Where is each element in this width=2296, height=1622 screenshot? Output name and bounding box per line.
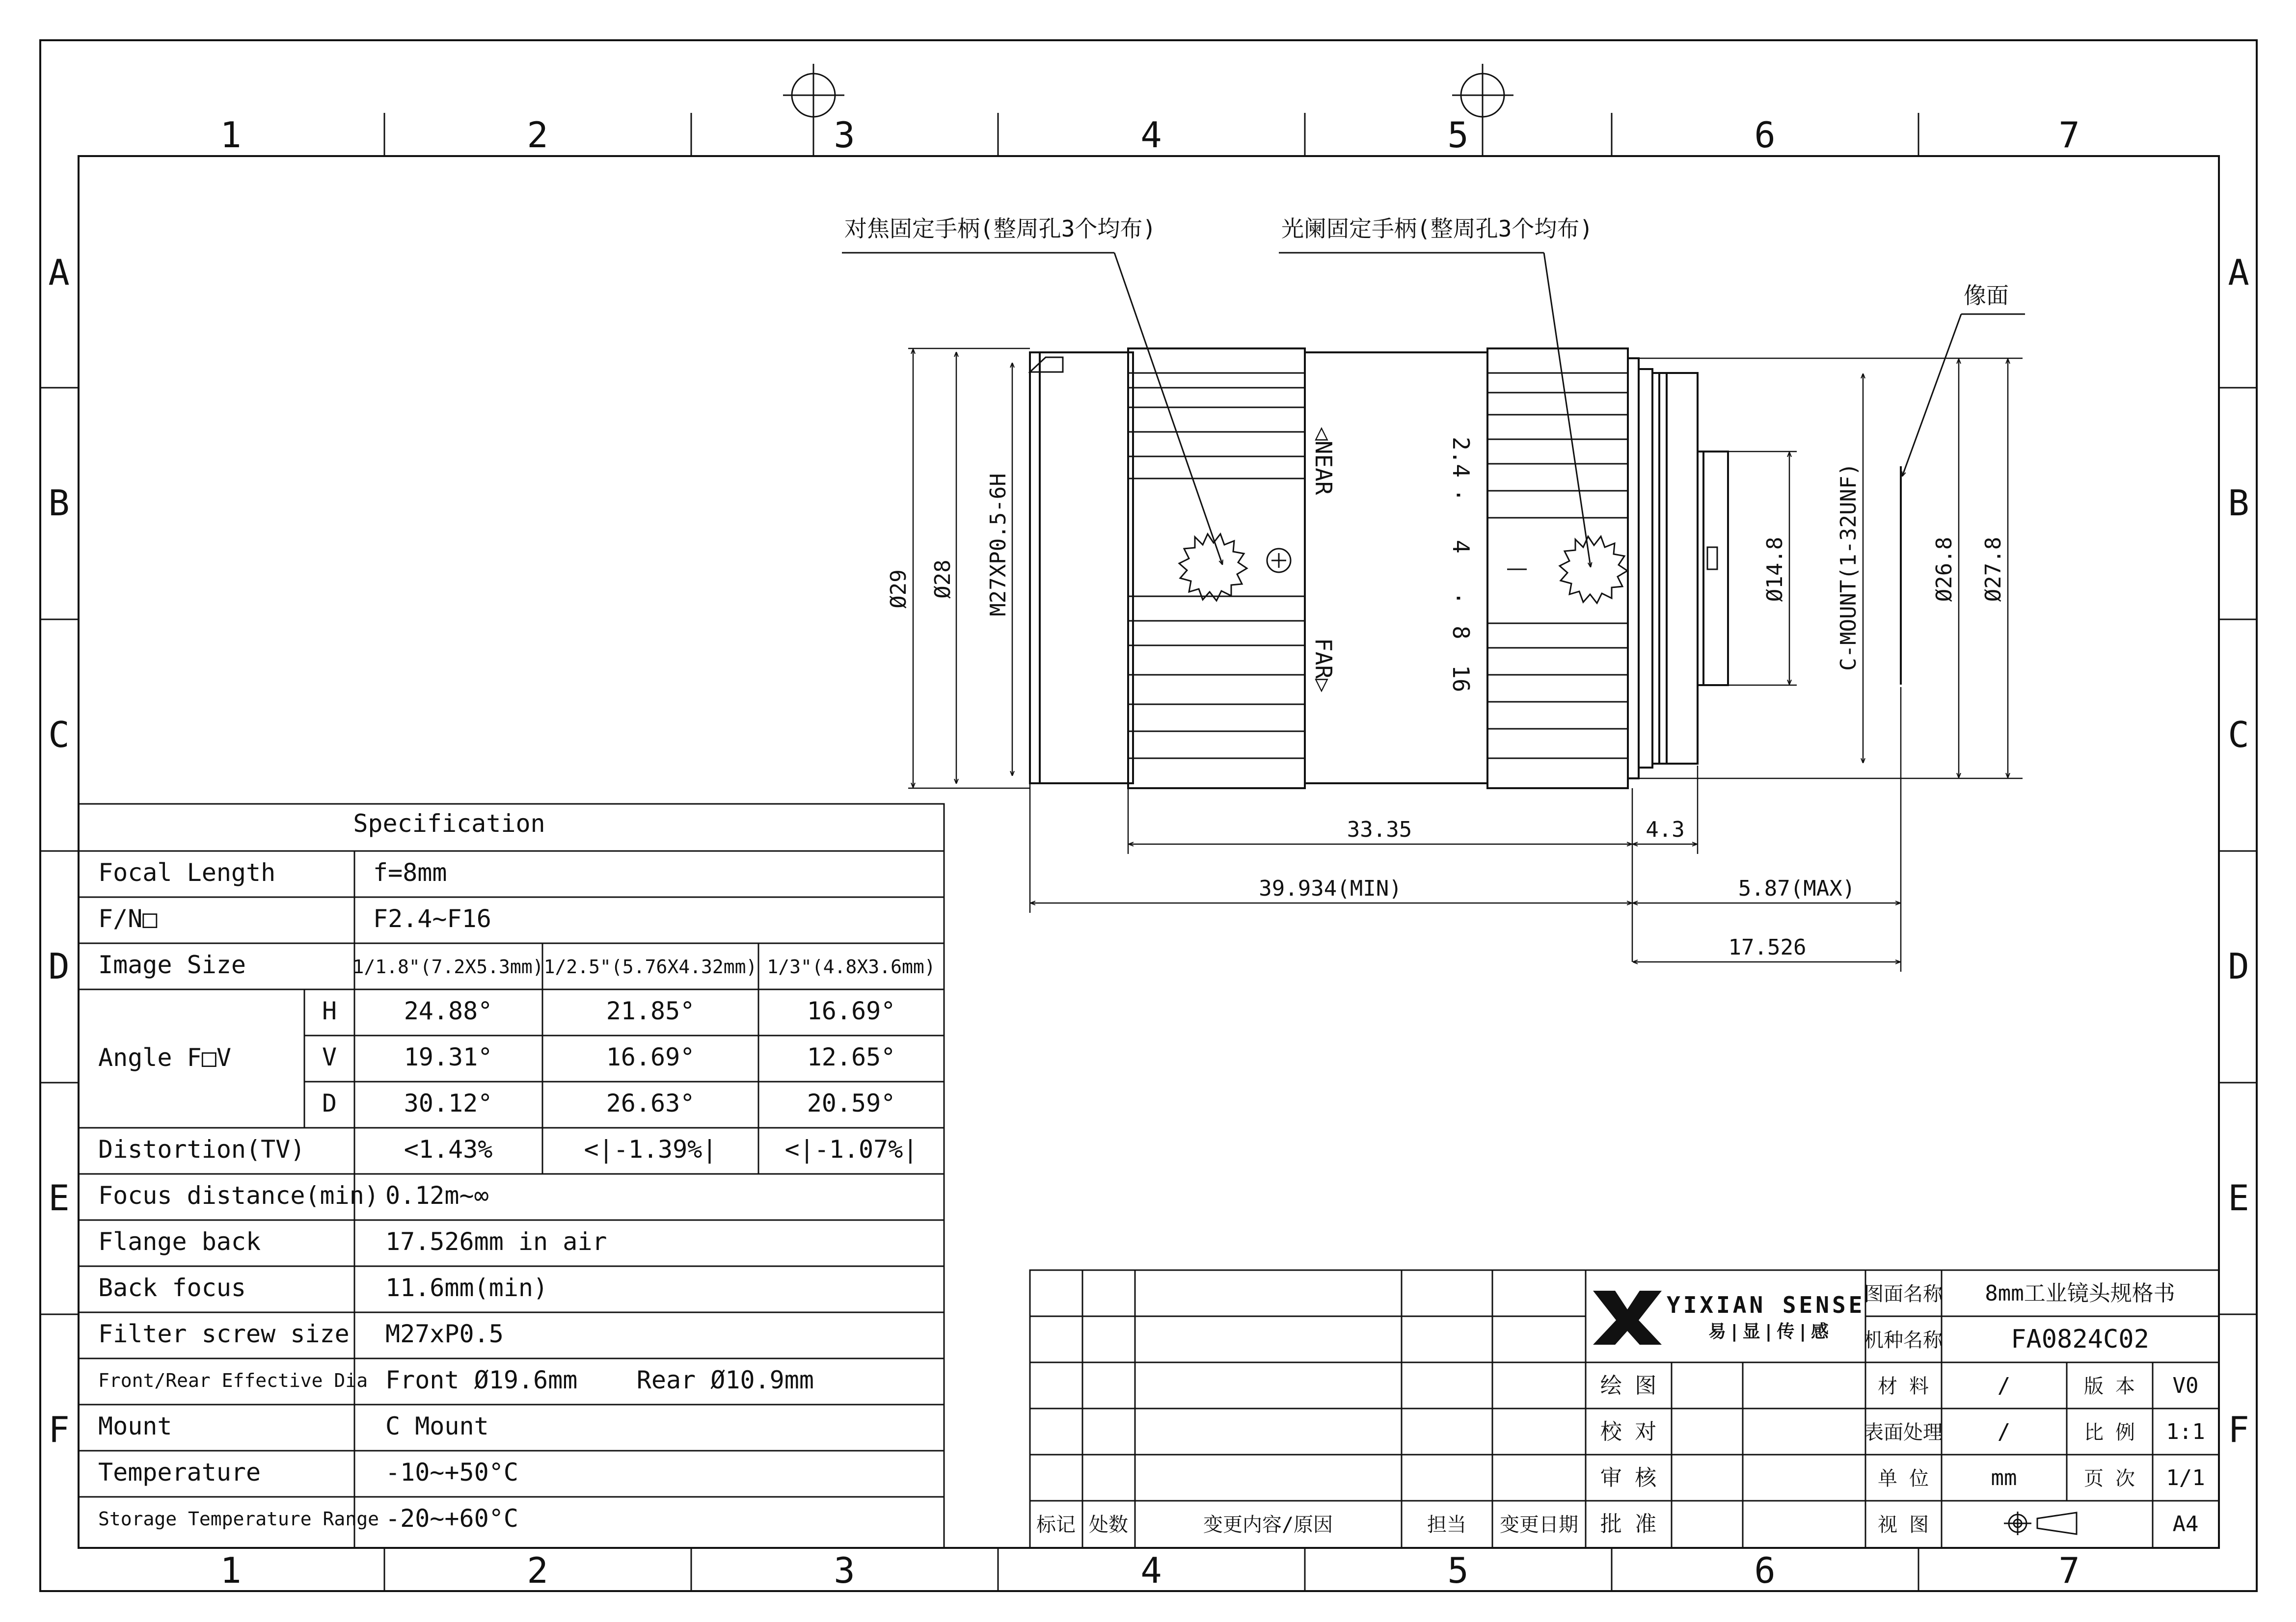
zone-row-e: E [48, 1177, 70, 1219]
far-label: FAR▷ [1310, 638, 1337, 692]
aperture-mark-8: 8 [1448, 626, 1474, 639]
dim-5-87: 5.87(MAX) [1738, 876, 1856, 901]
spec-image-size-label: Image Size [98, 951, 246, 979]
brand-name: YIXIAN SENSE [1667, 1292, 1865, 1318]
material-value: / [1997, 1373, 2011, 1398]
zone-row-c: C [48, 714, 70, 755]
spec-distortion-col2: <|-1.39%| [584, 1135, 717, 1164]
version-value: V0 [2172, 1373, 2199, 1398]
spec-image-size-col2: 1/2.5"(5.76X4.32mm) [543, 956, 757, 978]
zone-col-2-bottom: 2 [527, 1550, 548, 1591]
zone-col-1-bottom: 1 [220, 1550, 242, 1591]
surface-label: 表面处理 [1864, 1421, 1943, 1444]
spec-effective-dia-value: Front Ø19.6mm Rear Ø10.9mm [385, 1366, 814, 1394]
spec-back-focus-label: Back focus [98, 1274, 246, 1302]
material-label: 材 料 [1877, 1375, 1929, 1398]
dim-d26-8: Ø26.8 [1932, 536, 1957, 602]
spec-fov-h-col1: 24.88° [404, 997, 493, 1025]
spec-mount-value: C Mount [385, 1412, 489, 1440]
aperture-scale [1445, 437, 1474, 692]
zone-col-1: 1 [220, 114, 242, 156]
spec-table-grid [79, 804, 944, 1548]
spec-fov-d-axis: D [322, 1089, 337, 1117]
zone-col-7-bottom: 7 [2058, 1550, 2080, 1591]
scale-value: 1:1 [2166, 1419, 2205, 1444]
rev-header-date: 变更日期 [1500, 1514, 1578, 1536]
brand-name-cn: 易|显|传|感 [1708, 1322, 1832, 1342]
zone-row-c-right: C [2228, 714, 2249, 755]
role-checked: 校 对 [1600, 1419, 1657, 1444]
aperture-mark-16: 16 [1448, 665, 1474, 692]
zone-dividers [40, 113, 2257, 1591]
page-value: 1/1 [2166, 1465, 2205, 1490]
page-label: 页 次 [2083, 1467, 2135, 1490]
zone-col-7: 7 [2058, 114, 2080, 156]
spec-focal-length-label: Focal Length [98, 858, 276, 887]
zone-row-a-right: A [2228, 252, 2249, 293]
aperture-mark-4: 4 [1448, 540, 1474, 554]
model-label: 机种名称 [1864, 1329, 1943, 1352]
spec-fov-d-col2: 26.63° [606, 1089, 695, 1117]
near-label: ◁NEAR [1310, 427, 1337, 495]
spec-filter-screw-label: Filter screw size [98, 1320, 350, 1348]
focus-handle-callout: 对焦固定手柄(整周孔3个均布) [844, 215, 1157, 242]
rev-header-content: 变更内容/原因 [1203, 1514, 1333, 1536]
spec-fov-v-axis: V [322, 1043, 337, 1071]
spec-storage-temp-label: Storage Temperature Range [98, 1508, 379, 1530]
dim-33-35: 33.35 [1347, 817, 1412, 842]
spec-fov-v-col3: 12.65° [807, 1043, 896, 1071]
spec-distortion-col1: <1.43% [404, 1135, 493, 1164]
zone-row-f-right: F [2228, 1409, 2249, 1450]
aperture-dot-2: · [1445, 591, 1472, 605]
zone-col-6-bottom: 6 [1754, 1550, 1776, 1591]
spec-distortion-col3: <|-1.07%| [784, 1135, 918, 1164]
dim-17-526: 17.526 [1728, 935, 1807, 960]
dim-39-934: 39.934(MIN) [1259, 876, 1402, 901]
iris-ring-knurl [1487, 373, 1628, 758]
zone-col-3: 3 [834, 114, 855, 156]
version-label: 版 本 [2083, 1375, 2135, 1398]
spec-fov-h-col2: 21.85° [606, 997, 695, 1025]
spec-image-size-col1: 1/1.8"(7.2X5.3mm) [352, 956, 544, 978]
spec-fov-v-col1: 19.31° [404, 1043, 493, 1071]
iris-lock-screw [1560, 536, 1627, 603]
spec-back-focus-value: 11.6mm(min) [385, 1274, 548, 1302]
projection-symbol-icon [2004, 1512, 2077, 1535]
zone-row-f: F [48, 1409, 70, 1450]
dim-d14-8: Ø14.8 [1762, 536, 1787, 602]
focus-index-screw [1267, 549, 1291, 572]
rev-header-owner: 担当 [1427, 1514, 1466, 1536]
drawing-name-label: 图面名称 [1864, 1283, 1943, 1305]
view-label: 视 图 [1877, 1514, 1929, 1536]
role-approved: 批 准 [1600, 1512, 1657, 1537]
zone-col-2: 2 [527, 114, 548, 156]
drawing-name: 8mm工业镜头规格书 [1985, 1281, 2175, 1306]
zone-row-e-right: E [2228, 1177, 2249, 1219]
focus-lock-screw [1179, 534, 1247, 601]
zone-col-4: 4 [1140, 114, 1162, 156]
spec-fov-v-col2: 16.69° [606, 1043, 695, 1071]
yixian-sense-logo [1593, 1291, 1865, 1345]
unit-value: mm [1991, 1465, 2017, 1490]
zone-row-b: B [48, 482, 70, 524]
spec-temperature-value: -10~+50°C [385, 1458, 518, 1487]
spec-effective-dia-label: Front/Rear Effective Dia [98, 1370, 368, 1391]
surface-value: / [1997, 1419, 2011, 1444]
scale-label: 比 例 [2083, 1421, 2135, 1444]
dim-4-3: 4.3 [1646, 817, 1685, 842]
sheet-size: A4 [2172, 1512, 2199, 1537]
aperture-mark-2-4: 2.4 [1448, 437, 1474, 478]
spec-distortion-label: Distortion(TV) [98, 1135, 305, 1164]
spec-storage-temp-value: -20~+60°C [385, 1504, 518, 1533]
zone-row-a: A [48, 252, 70, 293]
zone-col-3-bottom: 3 [834, 1550, 855, 1591]
spec-title: Specification [353, 809, 545, 838]
dim-thread: M27XP0.5-6H [986, 473, 1011, 616]
spec-flange-back-label: Flange back [98, 1227, 261, 1256]
spec-flange-back-value: 17.526mm in air [385, 1227, 607, 1256]
rev-header-count: 处数 [1089, 1514, 1128, 1536]
spec-fno-label: F/N□ [98, 904, 158, 933]
zone-row-d: D [48, 946, 70, 987]
zone-row-b-right: B [2228, 482, 2249, 524]
spec-angle-fov-label: Angle F□V [98, 1043, 231, 1072]
zone-col-5: 5 [1447, 114, 1469, 156]
iris-handle-callout: 光阑固定手柄(整周孔3个均布) [1281, 215, 1594, 242]
dim-d29: Ø29 [886, 569, 911, 609]
role-drawn: 绘 图 [1600, 1373, 1657, 1398]
spec-image-size-col3: 1/3"(4.8X3.6mm) [767, 956, 936, 978]
dim-cmount: C-MOUNT(1-32UNF) [1836, 463, 1861, 671]
dim-d28: Ø28 [930, 559, 955, 599]
spec-temperature-label: Temperature [98, 1458, 261, 1487]
role-reviewed: 审 核 [1600, 1465, 1657, 1490]
image-plane-label: 像面 [1964, 282, 2009, 309]
spec-fov-d-col3: 20.59° [807, 1089, 896, 1117]
spec-focus-distance-value: 0.12m~∞ [385, 1181, 489, 1210]
model-number: FA0824C02 [2011, 1325, 2149, 1354]
spec-focal-length-value: f=8mm [373, 858, 447, 887]
spec-fov-h-axis: H [322, 997, 337, 1025]
spec-fno-value: F2.4~F16 [373, 904, 491, 933]
zone-col-5-bottom: 5 [1447, 1550, 1469, 1591]
spec-fov-d-col1: 30.12° [404, 1089, 493, 1117]
spec-focus-distance-label: Focus distance(min) [98, 1181, 379, 1210]
rev-header-mark: 标记 [1036, 1514, 1076, 1536]
spec-fov-h-col3: 16.69° [807, 997, 896, 1025]
zone-col-4-bottom: 4 [1140, 1550, 1162, 1591]
dim-d27-8: Ø27.8 [1981, 536, 2006, 602]
zone-col-6: 6 [1754, 114, 1776, 156]
spec-filter-screw-value: M27xP0.5 [385, 1320, 504, 1348]
aperture-dot-1: · [1445, 488, 1472, 502]
horizontal-dimensions [1030, 687, 1901, 972]
zone-row-d-right: D [2228, 946, 2249, 987]
spec-mount-label: Mount [98, 1412, 172, 1440]
unit-label: 单 位 [1877, 1467, 1929, 1490]
